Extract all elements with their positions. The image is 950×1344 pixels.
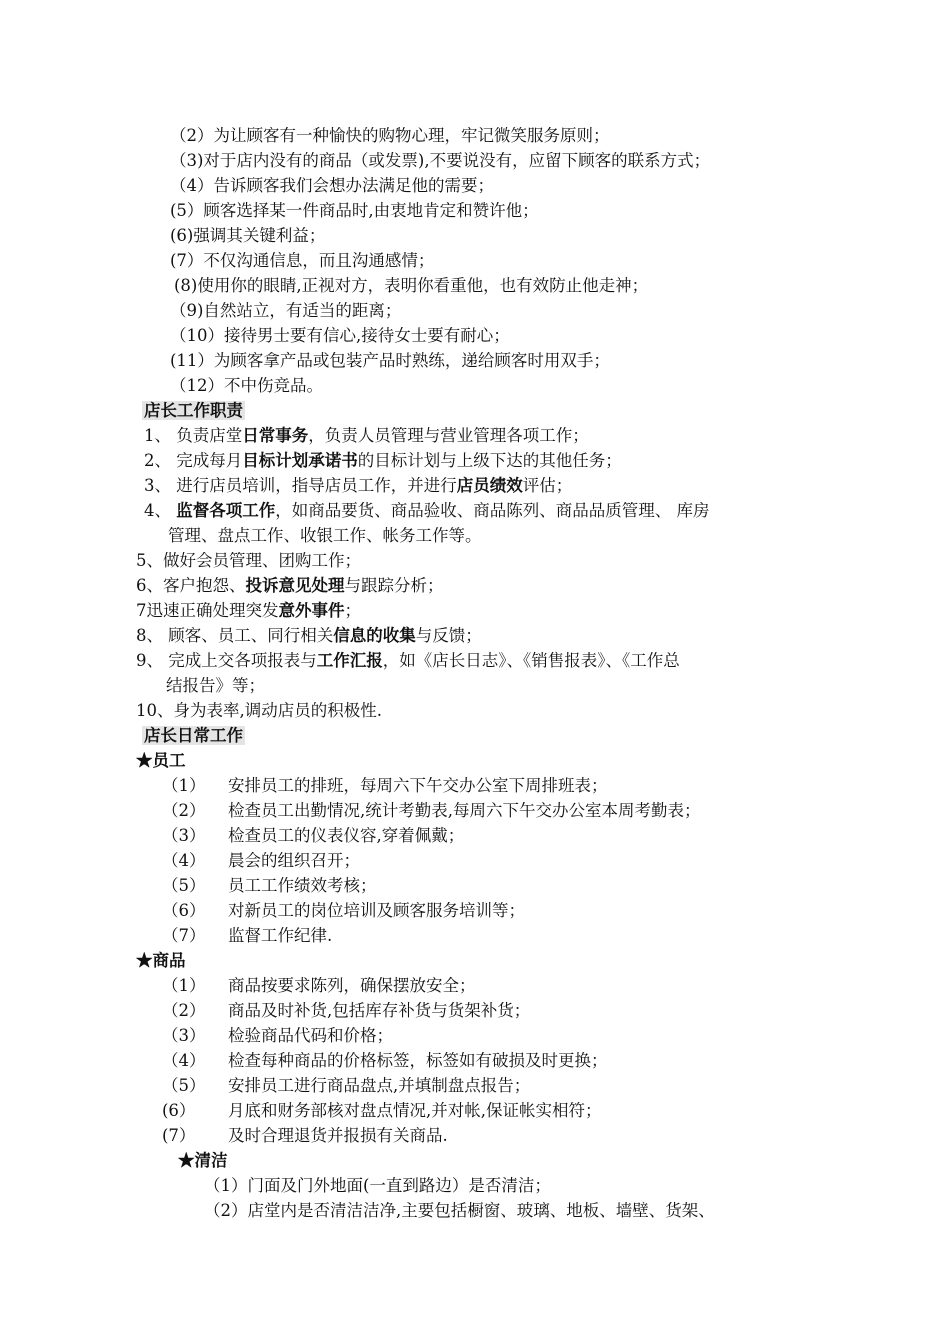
intro-item-6: (6)强调其关键利益； <box>170 226 326 245</box>
goods-item: （4） 检查每种商品的价格标签，标签如有破损及时更换； <box>162 1051 608 1070</box>
staff-item: （6） 对新员工的岗位培训及顾客服务培训等； <box>162 901 525 920</box>
intro-item-12: （12）不中伤竞品。 <box>170 376 323 395</box>
intro-item-9: （9)自然站立，有适当的距离； <box>170 301 402 320</box>
clean-section-title: ★清洁 <box>178 1151 228 1170</box>
intro-item-10: （10）接待男士要有信心,接待女士要有耐心； <box>170 326 510 345</box>
daily-heading-row <box>142 724 245 748</box>
duty-item-4: 4、 监督各项工作，如商品要货、商品验收、商品陈列、商品品质管理、 库房 <box>144 501 710 520</box>
duty-item-1: 1、 负责店堂日常事务，负责人员管理与营业管理各项工作； <box>144 426 589 445</box>
staff-item: （4） 晨会的组织召开； <box>162 851 360 870</box>
clean-item-2: （2）店堂内是否清洁洁净,主要包括橱窗、玻璃、地板、墙壁、货架、 <box>204 1201 715 1220</box>
goods-item: （3） 检验商品代码和价格； <box>162 1026 393 1045</box>
duties-heading-row <box>142 399 245 423</box>
goods-item: (7） 及时合理退货并报损有关商品. <box>162 1126 448 1145</box>
intro-item-4: （4）告诉顾客我们会想办法满足他的需要； <box>170 176 494 195</box>
goods-item: (6） 月底和财务部核对盘点情况,并对帐,保证帐实相符； <box>162 1101 602 1120</box>
goods-item: （1） 商品按要求陈列，确保摆放安全； <box>162 976 476 995</box>
staff-item: （5） 员工工作绩效考核； <box>162 876 377 895</box>
duty-item-2: 2、 完成每月目标计划承诺书的目标计划与上级下达的其他任务； <box>144 451 622 470</box>
goods-item: （5） 安排员工进行商品盘点,并填制盘点报告； <box>162 1076 531 1095</box>
intro-item-8: (8)使用你的眼睛,正视对方，表明你看重他，也有效防止他走神； <box>174 276 649 295</box>
intro-item-5: (5）顾客选择某一件商品时,由衷地肯定和赞许他； <box>170 201 539 220</box>
duty-item-5: 5、做好会员管理、团购工作； <box>136 551 361 570</box>
intro-item-11: (11）为顾客拿产品或包装产品时熟练，递给顾客时用双手； <box>170 351 610 370</box>
duty-item-3: 3、 进行店员培训，指导店员工作，并进行店员绩效评估； <box>144 476 573 495</box>
staff-item: （3） 检查员工的仪表仪容,穿着佩戴； <box>162 826 465 845</box>
intro-item-2: （2）为让顾客有一种愉快的购物心理，牢记微笑服务原则； <box>170 126 610 145</box>
clean-item-1: （1）门面及门外地面(一直到路边）是否清洁； <box>204 1176 551 1195</box>
duty-item-6: 6、客户抱怨、投诉意见处理与跟踪分析； <box>136 576 444 595</box>
intro-item-3: （3)对于店内没有的商品（或发票),不要说没有，应留下顾客的联系方式； <box>170 151 711 170</box>
goods-section-title: ★商品 <box>136 951 186 970</box>
duty-item-9-cont: 结报告》等； <box>166 676 265 695</box>
daily-heading: 店长日常工作 <box>144 726 243 745</box>
staff-item: （2） 检查员工出勤情况,统计考勤表,每周六下午交办公室本周考勤表； <box>162 801 701 820</box>
duty-item-7: 7迅速正确处理突发意外事件； <box>136 601 361 620</box>
duty-item-4-cont: 管理、盘点工作、收银工作、帐务工作等。 <box>168 526 482 545</box>
staff-item: （7） 监督工作纪律. <box>162 926 333 945</box>
duty-item-8: 8、 顾客、员工、同行相关信息的收集与反馈； <box>136 626 482 645</box>
duties-heading: 店长工作职责 <box>144 401 243 420</box>
intro-item-7: (7）不仅沟通信息，而且沟通感情； <box>170 251 435 270</box>
duty-item-10: 10、身为表率,调动店员的积极性. <box>136 701 382 720</box>
staff-section-title: ★员工 <box>136 751 186 770</box>
duty-item-9: 9、 完成上交各项报表与工作汇报，如《店长日志》、《销售报表》、《工作总 <box>136 651 680 670</box>
staff-item: （1） 安排员工的排班，每周六下午交办公室下周排班表； <box>162 776 608 795</box>
goods-item: （2） 商品及时补货,包括库存补货与货架补货； <box>162 1001 531 1020</box>
